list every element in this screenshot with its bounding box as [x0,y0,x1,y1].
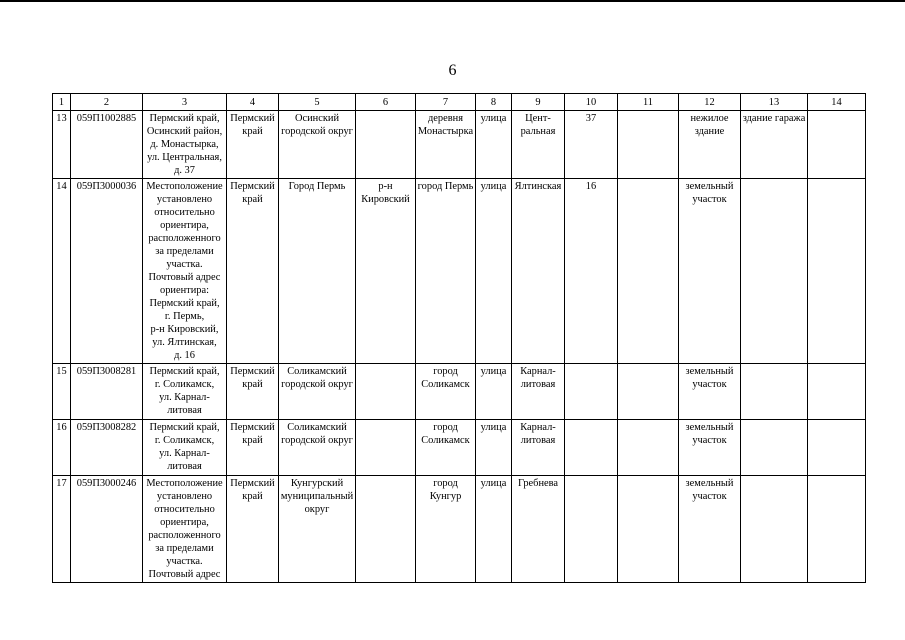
house-cell [565,476,618,583]
col11-cell [618,476,679,583]
street-cell: Карнал- литовая [512,364,565,420]
address-cell: Пермский край, Осинский район, д. Монастырка, ул. Центральная, д. 37 [143,111,227,179]
district-cell [356,111,416,179]
registry-table [52,93,866,583]
house-cell: 16 [565,179,618,364]
address-cell: Пермский край, г. Соликамск, ул. Карнал- литовая [143,420,227,476]
object-type-cell: нежилое здание [679,111,741,179]
street-cell: Гребнева [512,476,565,583]
street-type-cell: улица [476,420,512,476]
code-cell: 059П3008281 [71,364,143,420]
district-cell [356,364,416,420]
municipality-cell: Кунгурский муниципальный округ [279,476,356,583]
region-cell: Пермский край [227,420,279,476]
col14-cell [808,179,866,364]
header-cell: 12 [679,94,741,111]
header-cell: 10 [565,94,618,111]
object-name-cell [741,179,808,364]
settlement-cell: деревня Монастырка [416,111,476,179]
municipality-cell: Осинский городской округ [279,111,356,179]
address-cell: Пермский край, г. Соликамск, ул. Карнал- литовая [143,364,227,420]
street-type-cell: улица [476,179,512,364]
table-row [53,476,866,583]
code-cell: 059П1002885 [71,111,143,179]
region-cell: Пермский край [227,111,279,179]
header-cell: 13 [741,94,808,111]
table-row [53,111,866,179]
street-cell: Карнал- литовая [512,420,565,476]
settlement-cell: город Пермь [416,179,476,364]
object-type-cell: земельный участок [679,364,741,420]
header-cell: 8 [476,94,512,111]
object-type-cell: земельный участок [679,476,741,583]
code-cell: 059П3000246 [71,476,143,583]
code-cell: 059П3000036 [71,179,143,364]
settlement-cell: город Соликамск [416,364,476,420]
table-row [53,420,866,476]
settlement-cell: город Кунгур [416,476,476,583]
object-name-cell [741,420,808,476]
header-cell: 6 [356,94,416,111]
house-cell: 37 [565,111,618,179]
object-type-cell: земельный участок [679,179,741,364]
col14-cell [808,111,866,179]
page-number: 6 [448,62,457,79]
header-cell: 3 [143,94,227,111]
object-name-cell [741,476,808,583]
house-cell [565,420,618,476]
street-cell: Ялтинская [512,179,565,364]
table-row [53,364,866,420]
col14-cell [808,420,866,476]
street-type-cell: улица [476,111,512,179]
header-cell: 7 [416,94,476,111]
col14-cell [808,364,866,420]
header-cell: 9 [512,94,565,111]
row-number-cell: 14 [53,179,71,364]
address-cell: Местоположение установлено относительно ориентира, расположенного за пределами участка. Почтовый адрес [143,476,227,583]
col14-cell [808,476,866,583]
row-number-cell: 13 [53,111,71,179]
header-row [53,94,866,111]
settlement-cell: город Соликамск [416,420,476,476]
object-name-cell: здание гаража [741,111,808,179]
header-cell: 14 [808,94,866,111]
region-cell: Пермский край [227,476,279,583]
header-cell: 2 [71,94,143,111]
col11-cell [618,179,679,364]
municipality-cell: Город Пермь [279,179,356,364]
col11-cell [618,364,679,420]
row-number-cell: 17 [53,476,71,583]
municipality-cell: Соликамский городской округ [279,364,356,420]
district-cell: р-н Кировский [356,179,416,364]
col11-cell [618,111,679,179]
street-type-cell: улица [476,364,512,420]
street-cell: Цент- ральная [512,111,565,179]
street-type-cell: улица [476,476,512,583]
address-cell: Местоположение установлено относительно ориентира, расположенного за пределами участка. Почтовый адрес ориентира: Пермский край, г. Пермь, р-н Кировский, ул. Ялтинская, д. 16 [143,179,227,364]
row-number-cell: 15 [53,364,71,420]
row-number-cell: 16 [53,420,71,476]
district-cell [356,420,416,476]
top-border-line [0,0,905,2]
header-cell: 5 [279,94,356,111]
district-cell [356,476,416,583]
object-type-cell: земельный участок [679,420,741,476]
header-cell: 4 [227,94,279,111]
house-cell [565,364,618,420]
region-cell: Пермский край [227,364,279,420]
header-cell: 1 [53,94,71,111]
header-cell: 11 [618,94,679,111]
region-cell: Пермский край [227,179,279,364]
table-row [53,179,866,364]
object-name-cell [741,364,808,420]
col11-cell [618,420,679,476]
code-cell: 059П3008282 [71,420,143,476]
municipality-cell: Соликамский городской округ [279,420,356,476]
